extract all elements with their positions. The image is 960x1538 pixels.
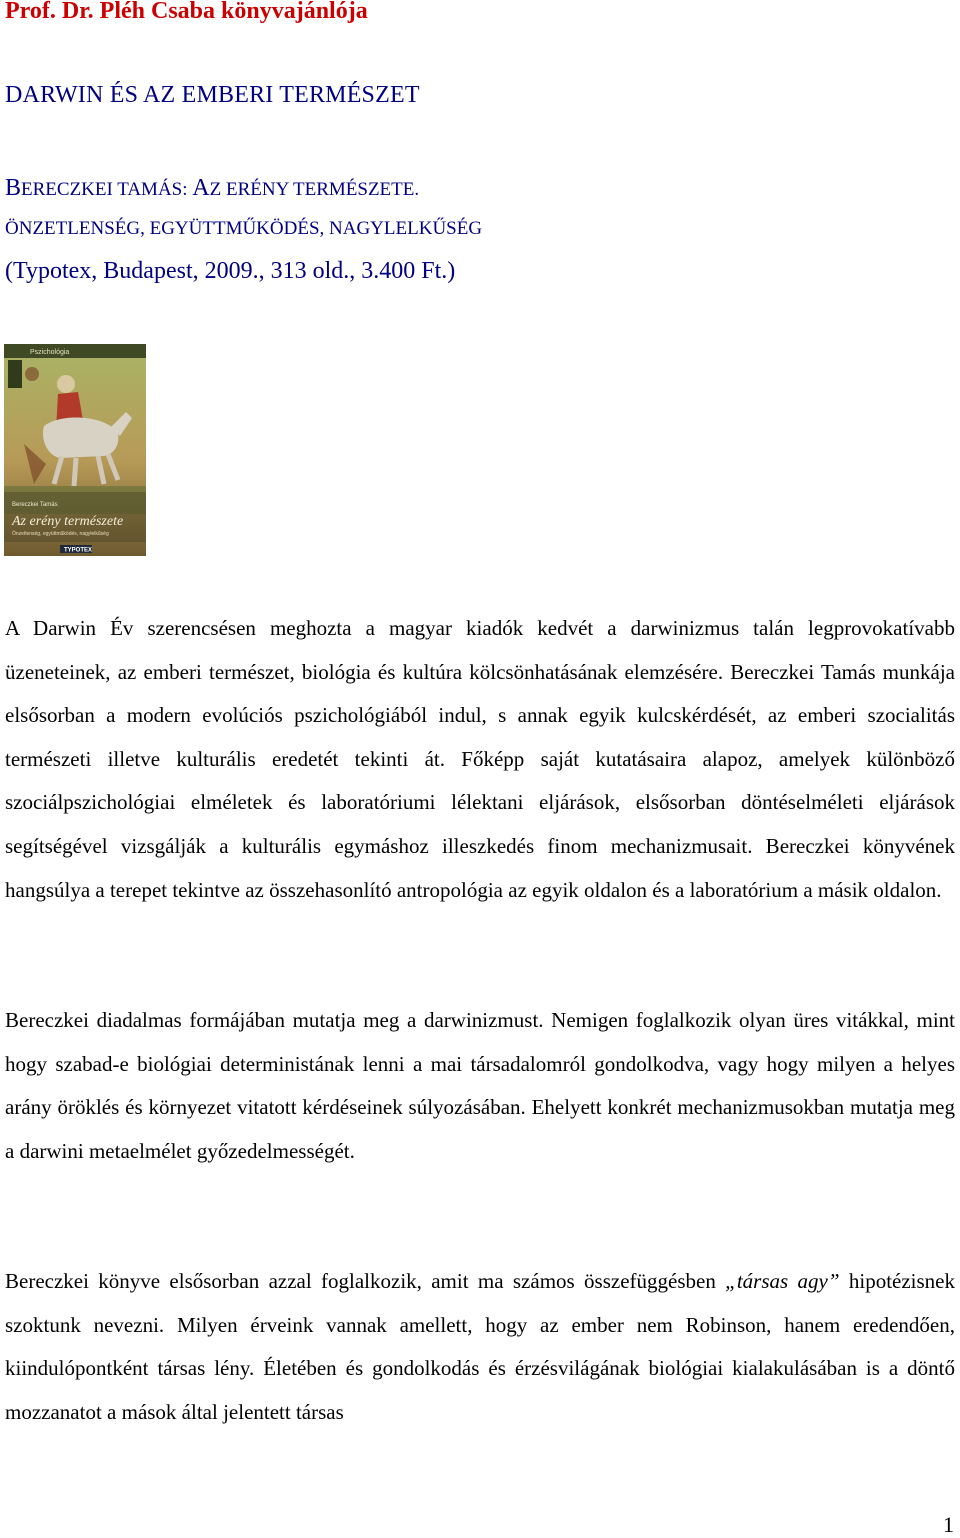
paragraph-darwinism: Bereczkei diadalmas formájában mutatja meg a darwinizmust. Nemigen foglalkozik olyan üres vitákkal, mint hogy szabad-e biológiai deterministának lenni a mai társadalomról gondolkodva, vagy hogy milyen a helyes arány öröklés és környezet vitatott kérdéseinek súlyozásában. Ehelyett konkrét mechanizmusokban mutatja meg a darwini metaelmélet győzedelmességét.	[5, 1008, 955, 1163]
page-number: 1	[943, 1512, 954, 1537]
social-brain-quote: „társas agy”	[725, 1269, 840, 1293]
cover-subtitle: Önzetlenség, együttműködés, nagylelkűség	[12, 531, 109, 537]
author-title-separator: :	[182, 179, 193, 200]
cover-top-label: Pszichológia	[30, 349, 70, 356]
book-subtitle: ÖNZETLENSÉG, EGYÜTTMŰKÖDÉS, NAGYLELKŰSÉG	[5, 218, 483, 239]
paragraph-social-brain	[5, 1260, 955, 1434]
book-title: Z ERÉNY TERMÉSZETE.	[209, 179, 420, 200]
paragraph-social-brain-end: hipotézisnek szoktunk nevezni. Milyen érveink vannak amellett, hogy az ember nem Robinson, hanem eredendően, kiindulópontként társas lény. Életében és gondolkodás és érzésvilágának biológiai kialakulásában is a döntő mozzanatot a mások által jelentett társas	[5, 1269, 956, 1424]
cover-title: Az erény természete	[12, 514, 124, 529]
author-initial: B	[5, 175, 22, 201]
paragraph-intro: A Darwin Év szerencsésen meghozta a magyar kiadók kedvét a darwinizmus talán legprovokatívabb üzeneteinek, az emberi természet, biológia és kultúra kölcsönhatásának elemzésére. Bereczkei Tamás munkája elsősorban a modern evolúciós pszichológiából indul, s annak egyik kulcskérdését, az emberi szocialitás természeti illetve kulturális eredetét tekinti át. Főképp saját kutatásaira alapoz, amelyek különböző szociálpszichológiai elméletek és laboratóriumi lélektani eljárások, elsősorban döntéselméleti eljárások segítségével vizsgálják a kulturális egymáshoz illeszkedés finom mechanizmusait. Bereczkei könyvének hangsúlya a terepet tekintve az összehasonlító antropológia az egyik oldalon és a laboratórium a másik oldalon.	[5, 616, 955, 902]
paragraph-social-brain-start: Bereczkei könyve elsősorban azzal foglalkozik, amit ma számos összefüggésben	[5, 1269, 726, 1293]
cover-publisher: TYPOTEX	[64, 547, 93, 554]
article-title: DARWIN ÉS AZ EMBERI TERMÉSZET	[5, 82, 420, 108]
rider-head-icon	[57, 375, 75, 393]
book-author-title	[5, 175, 419, 202]
book-title-initial: A	[192, 175, 210, 201]
author-name: ERECZKEI TAMÁS	[21, 179, 183, 200]
cover-top-band	[4, 344, 146, 358]
page-header: Prof. Dr. Pléh Csaba könyvajánlója	[5, 0, 368, 24]
publication-info: (Typotex, Budapest, 2009., 313 old., 3.400 Ft.)	[5, 258, 456, 284]
cover-author: Bereczkei Tamás	[12, 502, 58, 508]
book-cover-image	[4, 344, 146, 556]
